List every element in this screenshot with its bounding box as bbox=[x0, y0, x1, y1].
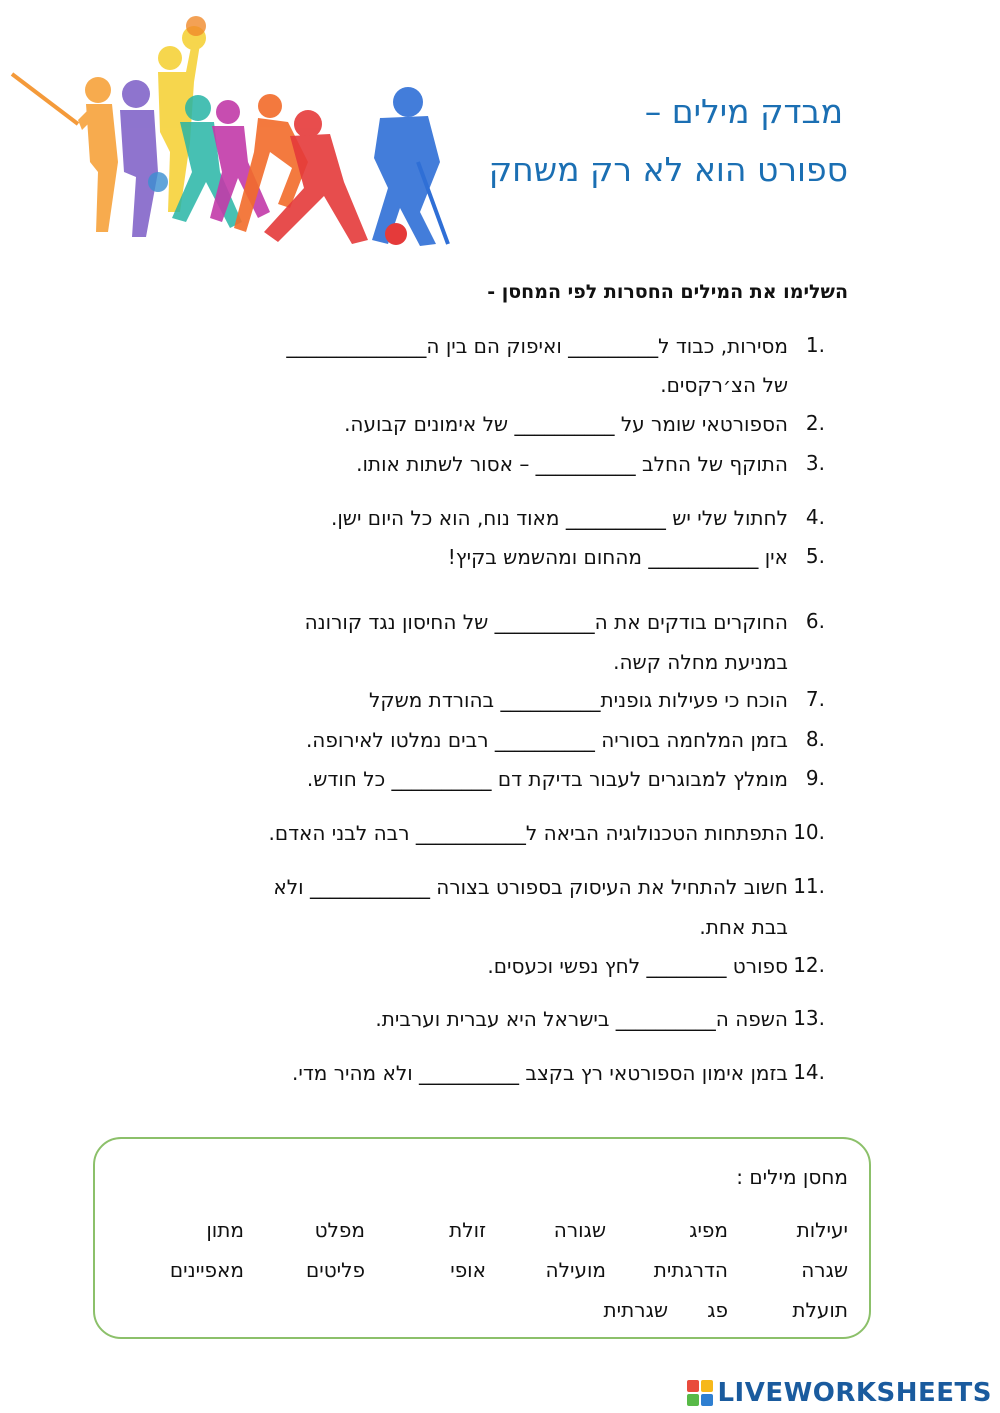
word-bank-item: יעילות bbox=[796, 1218, 848, 1242]
question-number: 14. bbox=[793, 1060, 825, 1084]
question-text: של הצ׳רקסים. bbox=[660, 373, 788, 397]
question-number: 4. bbox=[805, 505, 825, 529]
question-number: 8. bbox=[805, 727, 825, 751]
question-text[interactable]: התוקף של החלב __________ – אסור לשתות אותו. bbox=[356, 452, 788, 476]
word-bank-item: פג bbox=[707, 1298, 728, 1322]
worksheet-subtitle: ספורט הוא לא רק משחק bbox=[488, 150, 848, 189]
liveworksheets-logo[interactable] bbox=[687, 1378, 992, 1408]
question-number: 9. bbox=[805, 766, 825, 790]
question-text[interactable]: הספורטאי שומר על __________ של אימונים קבועה. bbox=[344, 412, 788, 436]
question-text[interactable]: השפה ה__________ בישראל היא עברית וערבית. bbox=[375, 1007, 788, 1031]
question-text: במניעת מחלה קשה. bbox=[613, 650, 788, 674]
logo-icon bbox=[687, 1380, 713, 1406]
question-text[interactable]: התפתחות הטכנולוגיה הביאה ל___________ רבה לבני האדם. bbox=[268, 821, 788, 845]
word-bank-item: פליטים bbox=[305, 1258, 365, 1282]
question-number: 5. bbox=[805, 544, 825, 568]
question-text: בבת אחת. bbox=[699, 915, 788, 939]
word-bank-item: שגורה bbox=[553, 1218, 606, 1242]
word-bank-item: מפיג bbox=[689, 1218, 728, 1242]
question-text[interactable]: מסירות, כבוד ל_________ ואיפוק הם בין ה______________ bbox=[286, 334, 788, 358]
word-bank-item: שגרתית bbox=[603, 1298, 668, 1322]
question-text[interactable]: בזמן אימון הספורטאי רץ בקצב __________ ולא מהיר מדי. bbox=[292, 1061, 788, 1085]
question-text[interactable]: החוקרים בודקים את ה__________ של החיסון נגד קורונה bbox=[304, 610, 788, 634]
question-number: 7. bbox=[805, 687, 825, 711]
sports-silhouettes-illustration bbox=[8, 12, 453, 247]
word-bank-item: אופי bbox=[450, 1258, 486, 1282]
question-text[interactable]: מומלץ למבוגרים לעבור בדיקת דם __________ כל חודש. bbox=[306, 767, 788, 791]
question-number: 3. bbox=[805, 451, 825, 475]
question-text[interactable]: אין ___________ מהחום ומהשמש בקיץ! bbox=[447, 545, 788, 569]
word-bank-item: זולת bbox=[449, 1218, 486, 1242]
instructions: השלימו את המילים החסרות לפי המחסן - bbox=[487, 281, 848, 303]
question-number: 11. bbox=[793, 874, 825, 898]
question-text[interactable]: בזמן המלחמה בסוריה __________ רבים נמלטו לאירופה. bbox=[305, 728, 788, 752]
word-bank-title: מחסן מילים : bbox=[736, 1165, 848, 1189]
word-bank-item: תועלת bbox=[792, 1298, 848, 1322]
logo-text: LIVEWORKSHEETS bbox=[717, 1378, 992, 1408]
question-text[interactable]: לחתול שלי יש __________ מאוד נוח, הוא כל היום ישן. bbox=[330, 506, 788, 530]
worksheet-title: מבדק מילים – bbox=[644, 92, 843, 131]
word-bank-item: שגרה bbox=[801, 1258, 848, 1282]
word-bank-item: מתון bbox=[206, 1218, 244, 1242]
question-text[interactable]: הוכח כי פעילות גופנית__________ בהורדת משקל bbox=[369, 688, 788, 712]
word-bank-item: מפלט bbox=[314, 1218, 365, 1242]
word-bank-item: מאפיינים bbox=[169, 1258, 244, 1282]
question-number: 13. bbox=[793, 1006, 825, 1030]
question-number: 2. bbox=[805, 411, 825, 435]
question-number: 10. bbox=[793, 820, 825, 844]
question-number: 6. bbox=[805, 609, 825, 633]
question-text[interactable]: ספורט ________ לחץ נפשי וכעסים. bbox=[487, 954, 788, 978]
question-number: 12. bbox=[793, 953, 825, 977]
question-number: 1. bbox=[805, 333, 825, 357]
word-bank-item: הדרגתית bbox=[653, 1258, 728, 1282]
question-text[interactable]: חשוב להתחיל את העיסוק בספורט בצורה ____________ ולא bbox=[273, 875, 788, 899]
word-bank-item: מועילה bbox=[545, 1258, 606, 1282]
